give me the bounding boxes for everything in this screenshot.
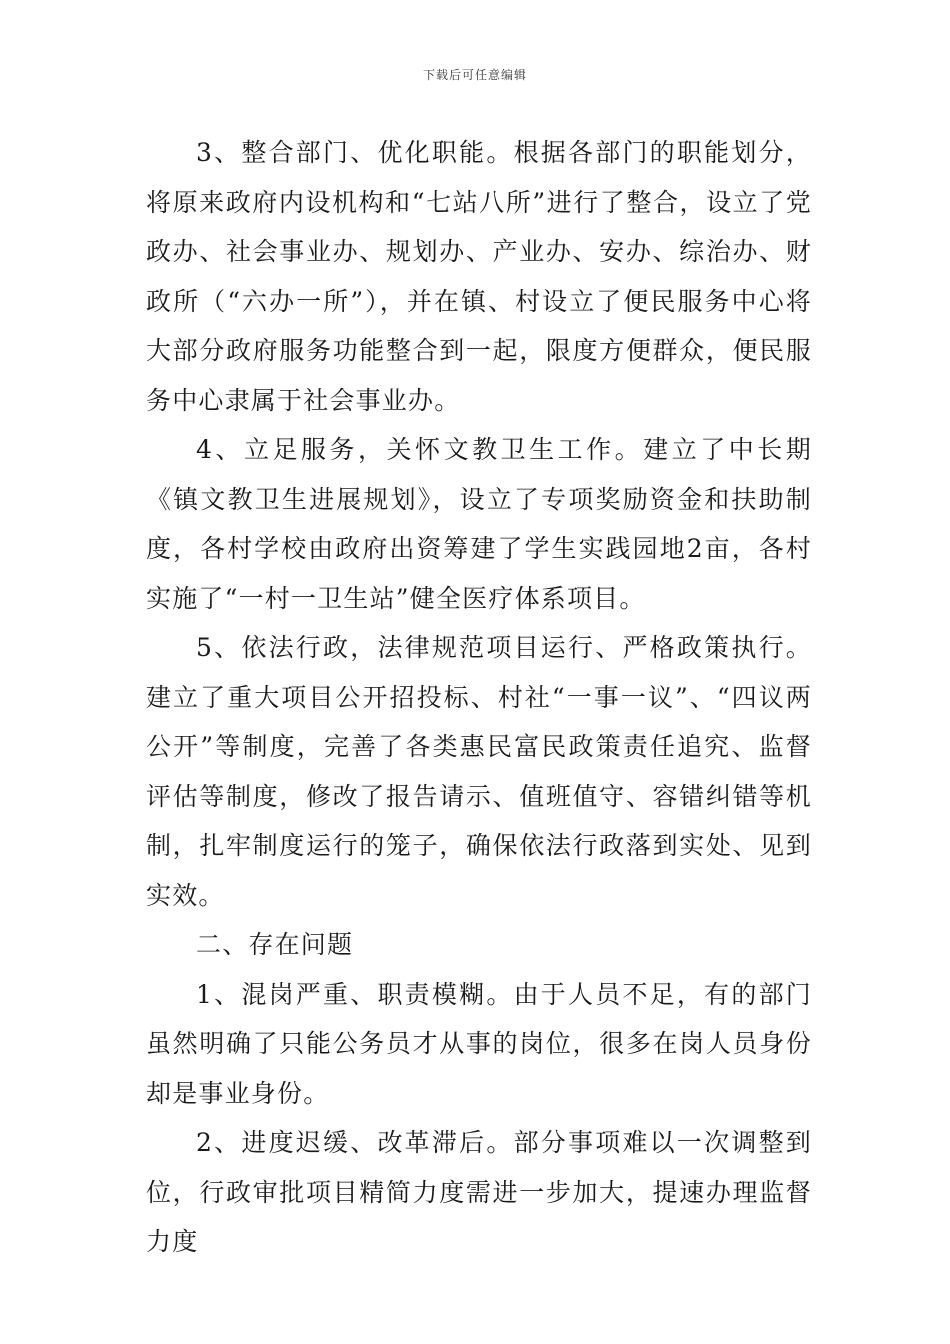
paragraph-item-4: 4、立足服务，关怀文教卫生工作。建立了中长期《镇文教卫生进展规划》，设立了专项奖励资金和扶助制度，各村学校由政府出资筹建了学生实践园地2亩，各村实施了“一村一卫生站”健全医疗体系项目。 — [146, 435, 812, 613]
paragraph-item-3: 3、整合部门、优化职能。根据各部门的职能划分，将原来政府内设机构和“七站八所”进行了整合，设立了党政办、社会事业办、规划办、产业办、安办、综治办、财政所（“六办一所”），并在镇、村设立了便民服务中心将大部分政府服务功能整合到一起，限度方便群众，便民服务中心隶属于社会事业办。 — [146, 138, 812, 415]
document-body — [146, 128, 812, 1267]
paragraph-problem-2: 2、进度迟缓、改革滞后。部分事项难以一次调整到位，行政审批项目精简力度需进一步加大，提速办理监督力度 — [146, 1128, 812, 1256]
section-heading-problems: 二、存在问题 — [196, 930, 354, 959]
paragraph-problem-1: 1、混岗严重、职责模糊。由于人员不足，有的部门虽然明确了只能公务员才从事的岗位，很多在岗人员身份却是事业身份。 — [146, 979, 812, 1108]
paragraph-item-5: 5、依法行政，法律规范项目运行、严格政策执行。建立了重大项目公开招投标、村社“一事一议”、“四议两公开”等制度，完善了各类惠民富民政策责任追究、监督评估等制度，修改了报告请示、值班值守、容错纠错等机制，扎牢制度运行的笼子，确保依法行政落到实处、见到实效。 — [146, 633, 812, 910]
page-header-note: 下载后可任意编辑 — [422, 68, 527, 82]
